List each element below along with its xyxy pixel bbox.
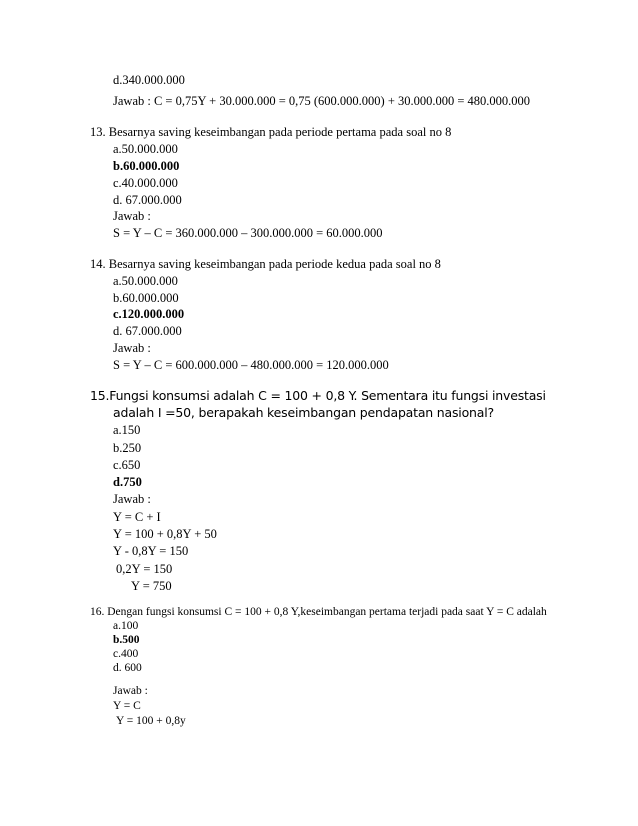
q15-option-c: c.650 (113, 458, 141, 472)
q14-option-c-correct: c.120.000.000 (113, 307, 185, 321)
q14-solution: S = Y – C = 600.000.000 – 480.000.000 = 120.000.000 (113, 358, 389, 372)
q13-option-d: d. 67.000.000 (113, 193, 182, 207)
q15-step-2: Y = 100 + 0,8Y + 50 (113, 527, 217, 541)
q13-solution: S = Y – C = 360.000.000 – 300.000.000 = 60.000.000 (113, 226, 383, 240)
q13-option-c: c.40.000.000 (113, 176, 178, 190)
q15-option-b: b.250 (113, 441, 142, 455)
q15-step-1: Y = C + I (113, 510, 161, 524)
q16-step-1: Y = C (113, 700, 141, 712)
q15-question-line2: adalah I =50, berapakah keseimbangan pendapatan nasional? (113, 405, 494, 420)
q15-jawab-label: Jawab : (113, 492, 151, 506)
q13-option-a: a.50.000.000 (113, 142, 178, 156)
q15-step-4: 0,2Y = 150 (116, 562, 173, 576)
q16-step-2: Y = 100 + 0,8y (116, 715, 186, 727)
q16-question: 16. Dengan fungsi konsumsi C = 100 + 0,8 Y,keseimbangan pertama terjadi pada saat Y = C adalah (90, 606, 547, 618)
q15-step-3: Y - 0,8Y = 150 (113, 544, 189, 558)
q12-option-d: d.340.000.000 (113, 73, 185, 87)
q13-option-b-correct: b.60.000.000 (113, 159, 180, 173)
q16-option-a: a.100 (113, 620, 139, 632)
q12-answer: Jawab : C = 0,75Y + 30.000.000 = 0,75 (600.000.000) + 30.000.000 = 480.000.000 (113, 94, 531, 108)
q14-option-a: a.50.000.000 (113, 274, 178, 288)
q14-question: 14. Besarnya saving keseimbangan pada periode kedua pada soal no 8 (90, 257, 441, 271)
q15-option-d-correct: d.750 (113, 475, 142, 489)
q16-jawab-label: Jawab : (113, 685, 148, 697)
q13-question: 13. Besarnya saving keseimbangan pada periode pertama pada soal no 8 (90, 125, 452, 139)
q16-option-c: c.400 (113, 648, 139, 660)
q16-option-b-correct: b.500 (113, 634, 140, 646)
q14-option-b: b.60.000.000 (113, 291, 179, 305)
q15-step-5: Y = 750 (131, 579, 172, 593)
q13-jawab-label: Jawab : (113, 209, 151, 223)
q15-question-line1: 15.Fungsi konsumsi adalah C = 100 + 0,8 Y. Sementara itu fungsi investasi (90, 388, 546, 403)
q14-jawab-label: Jawab : (113, 341, 151, 355)
q15-option-a: a.150 (113, 423, 141, 437)
q14-option-d: d. 67.000.000 (113, 324, 182, 338)
q16-option-d: d. 600 (113, 662, 142, 674)
